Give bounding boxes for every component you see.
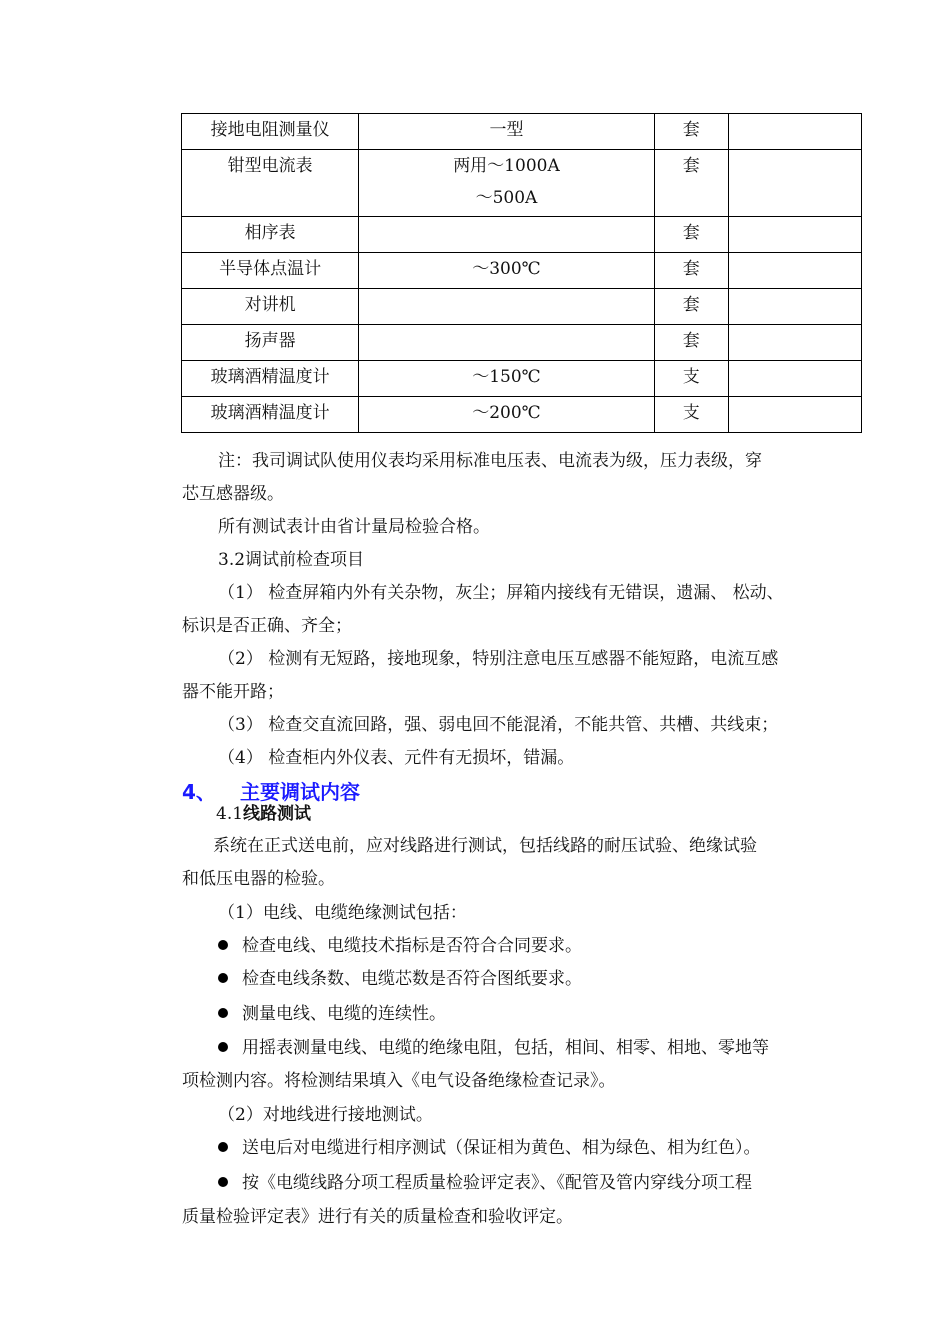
equipment-qty-cell	[728, 397, 861, 433]
equipment-name-cell: 扬声器	[182, 325, 359, 361]
equipment-name-cell: 玻璃酒精温度计	[182, 397, 359, 433]
bullet-dot-icon	[218, 1177, 228, 1187]
bullet-5	[218, 1131, 761, 1165]
equipment-name-cell: 对讲机	[182, 289, 359, 325]
bullet-4	[218, 1031, 769, 1065]
equipment-unit-cell: 套	[654, 150, 728, 217]
bullet-6	[218, 1166, 752, 1200]
bullet-dot-icon	[218, 940, 228, 950]
equipment-unit-cell: 套	[654, 289, 728, 325]
note-line-2: 芯互感器级。	[182, 484, 284, 504]
equipment-spec-line: 一型	[489, 120, 524, 140]
equipment-qty-cell	[728, 253, 861, 289]
section-4-title: 主要调试内容	[240, 780, 360, 804]
note-certification: 所有测试表计由省计量局检验合格。	[218, 517, 490, 537]
bullet-1	[218, 929, 582, 963]
table-row	[182, 150, 862, 217]
equipment-spec-cell	[359, 150, 654, 217]
bullet-3-text: 测量电线、电缆的连续性。	[242, 1004, 446, 1024]
bullet-dot-icon	[218, 1008, 228, 1018]
intro-line-1: 系统在正式送电前，应对线路进行测试，包括线路的耐压试验、绝缘试验	[213, 836, 757, 856]
table-row	[182, 397, 862, 433]
bullet-2	[218, 962, 582, 996]
section-4-1-number: 4.1	[216, 804, 244, 824]
check-2-line-2: 器不能开路；	[182, 682, 284, 702]
check-4: （4） 检查柜内外仪表、元件有无损坏，错漏。	[218, 748, 575, 768]
equipment-spec-cell	[359, 289, 654, 325]
bullet-dot-icon	[218, 973, 228, 983]
section-4-1-title: 线路测试	[243, 804, 312, 824]
table-row	[182, 114, 862, 150]
bullet-6-text-line-1: 按《电缆线路分项工程质量检验评定表》、《配管及管内穿线分项工程	[242, 1173, 752, 1193]
section-4-1-heading	[216, 797, 311, 831]
equipment-spec-line: ～150℃	[472, 367, 541, 387]
table-row	[182, 289, 862, 325]
equipment-qty-cell	[728, 325, 861, 361]
check-1-line-2: 标识是否正确、齐全；	[182, 616, 352, 636]
equipment-unit-cell: 套	[654, 253, 728, 289]
equipment-name-cell: 玻璃酒精温度计	[182, 361, 359, 397]
equipment-spec-line: ～500A	[475, 188, 538, 208]
equipment-qty-cell	[728, 289, 861, 325]
equipment-unit-cell: 支	[654, 397, 728, 433]
equipment-spec-cell	[359, 325, 654, 361]
bullet-5-text: 送电后对电缆进行相序测试（保证相为黄色、相为绿色、相为红色）。	[242, 1138, 761, 1158]
table-row	[182, 361, 862, 397]
equipment-unit-cell: 套	[654, 217, 728, 253]
equipment-name-cell: 钳型电流表	[182, 150, 359, 217]
bullet-2-text: 检查电线条数、电缆芯数是否符合图纸要求。	[242, 969, 582, 989]
bullet-4-line-2: 项检测内容。将检测结果填入《电气设备绝缘检查记录》。	[182, 1071, 616, 1091]
equipment-spec-cell	[359, 253, 654, 289]
equipment-qty-cell	[728, 217, 861, 253]
check-3: （3） 检查交直流回路，强、弱电回不能混淆，不能共管、共槽、共线束；	[218, 715, 779, 735]
equipment-name-cell: 相序表	[182, 217, 359, 253]
bullet-dot-icon	[218, 1042, 228, 1052]
item-2: （2）对地线进行接地测试。	[218, 1105, 433, 1125]
intro-line-2: 和低压电器的检验。	[182, 869, 335, 889]
bullet-6-line-2: 质量检验评定表》进行有关的质量检查和验收评定。	[182, 1207, 573, 1227]
table-row	[182, 217, 862, 253]
equipment-unit-cell: 支	[654, 361, 728, 397]
equipment-spec-cell	[359, 361, 654, 397]
section-4-number: 4、	[182, 780, 216, 804]
equipment-spec-line: ～300℃	[472, 259, 541, 279]
bullet-3	[218, 997, 446, 1031]
equipment-unit-cell: 套	[654, 114, 728, 150]
equipment-spec-cell	[359, 217, 654, 253]
equipment-unit-cell: 套	[654, 325, 728, 361]
equipment-spec-line: 两用～1000A	[453, 156, 560, 176]
note-line-1: 注：我司调试队使用仪表均采用标准电压表、电流表为级，压力表级，穿	[218, 451, 762, 471]
bullet-4-text-line-1: 用摇表测量电线、电缆的绝缘电阻，包括，相间、相零、相地、零地等	[242, 1038, 769, 1058]
section-3-2-title: 3.2调试前检查项目	[218, 550, 365, 570]
equipment-table	[181, 113, 862, 433]
equipment-spec-cell	[359, 397, 654, 433]
item-1: （1）电线、电缆绝缘测试包括：	[218, 903, 467, 923]
equipment-spec-line: ～200℃	[472, 403, 541, 423]
bullet-1-text: 检查电线、电缆技术指标是否符合合同要求。	[242, 936, 582, 956]
equipment-qty-cell	[728, 150, 861, 217]
check-2-line-1: （2） 检测有无短路，接地现象，特别注意电压互感器不能短路，电流互感	[218, 649, 779, 669]
equipment-name-cell: 接地电阻测量仪	[182, 114, 359, 150]
table-row	[182, 325, 862, 361]
check-1-line-1: （1） 检查屏箱内外有关杂物，灰尘；屏箱内接线有无错误，遗漏、 松动、	[218, 583, 784, 603]
equipment-name-cell: 半导体点温计	[182, 253, 359, 289]
table-row	[182, 253, 862, 289]
bullet-dot-icon	[218, 1142, 228, 1152]
equipment-spec-cell	[359, 114, 654, 150]
equipment-qty-cell	[728, 114, 861, 150]
equipment-qty-cell	[728, 361, 861, 397]
